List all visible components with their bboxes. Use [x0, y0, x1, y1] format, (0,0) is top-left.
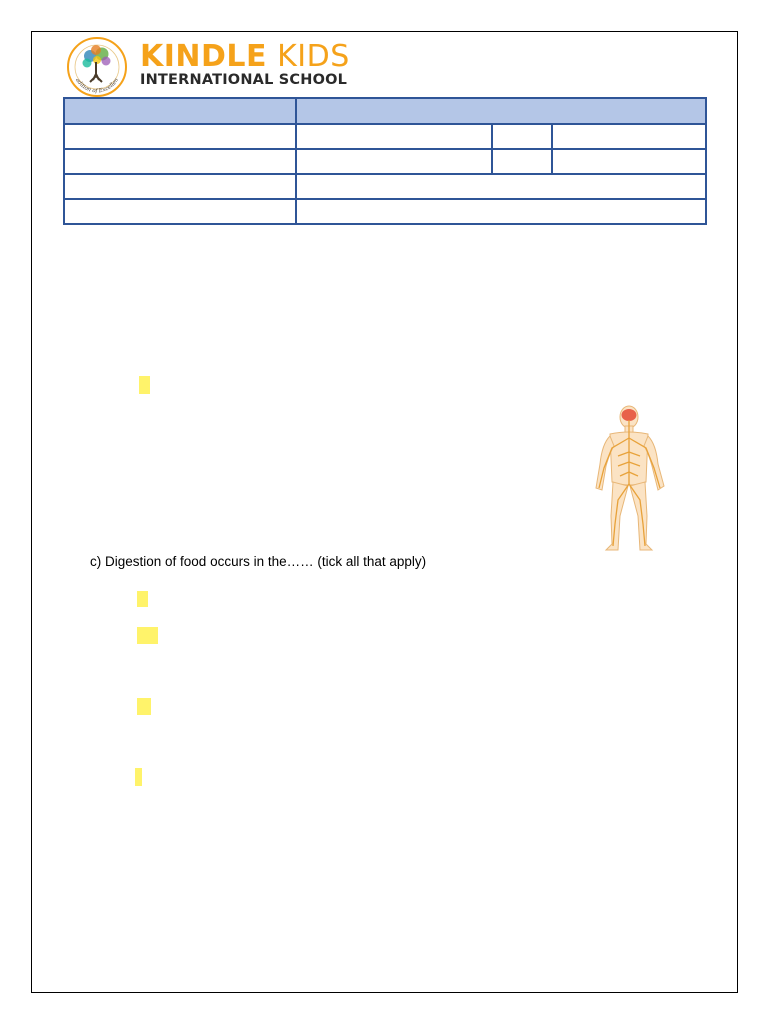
- answer-option-highlight[interactable]: [137, 627, 158, 644]
- table-value-cell[interactable]: [552, 149, 706, 174]
- table-row: [64, 149, 706, 174]
- school-brand: [140, 39, 350, 88]
- school-name-bold: KINDLE: [140, 39, 268, 74]
- table-header-cell: [296, 98, 706, 124]
- table-label-cell: [64, 149, 296, 174]
- answer-option-highlight[interactable]: [137, 591, 148, 607]
- answer-option-highlight[interactable]: [135, 768, 142, 786]
- table-label-cell: [64, 124, 296, 149]
- table-value-cell[interactable]: [296, 149, 492, 174]
- school-name: [140, 39, 350, 74]
- motto-text: adition of Excellen: [73, 77, 121, 95]
- nervous-system-icon: [588, 404, 670, 554]
- table-label-cell: [64, 174, 296, 199]
- school-subtitle: INTERNATIONAL SCHOOL: [140, 72, 348, 88]
- table-row: [64, 174, 706, 199]
- table-value-cell[interactable]: [552, 124, 706, 149]
- answer-option-highlight[interactable]: [137, 698, 151, 715]
- table-label-cell: [64, 199, 296, 224]
- school-logo-icon: [66, 36, 128, 98]
- table-header-cell: [64, 98, 296, 124]
- table-value-cell[interactable]: [296, 174, 706, 199]
- school-name-light: KIDS: [277, 39, 350, 74]
- student-info-table: [63, 97, 707, 225]
- table-label-cell: [492, 124, 552, 149]
- table-value-cell[interactable]: [296, 124, 492, 149]
- table-header-row: [64, 98, 706, 124]
- question-c-text: c) Digestion of food occurs in the…… (tick all that apply): [90, 554, 427, 569]
- table-row: [64, 199, 706, 224]
- highlight-mark: [139, 376, 150, 394]
- table-row: [64, 124, 706, 149]
- table-label-cell: [492, 149, 552, 174]
- table-value-cell[interactable]: [296, 199, 706, 224]
